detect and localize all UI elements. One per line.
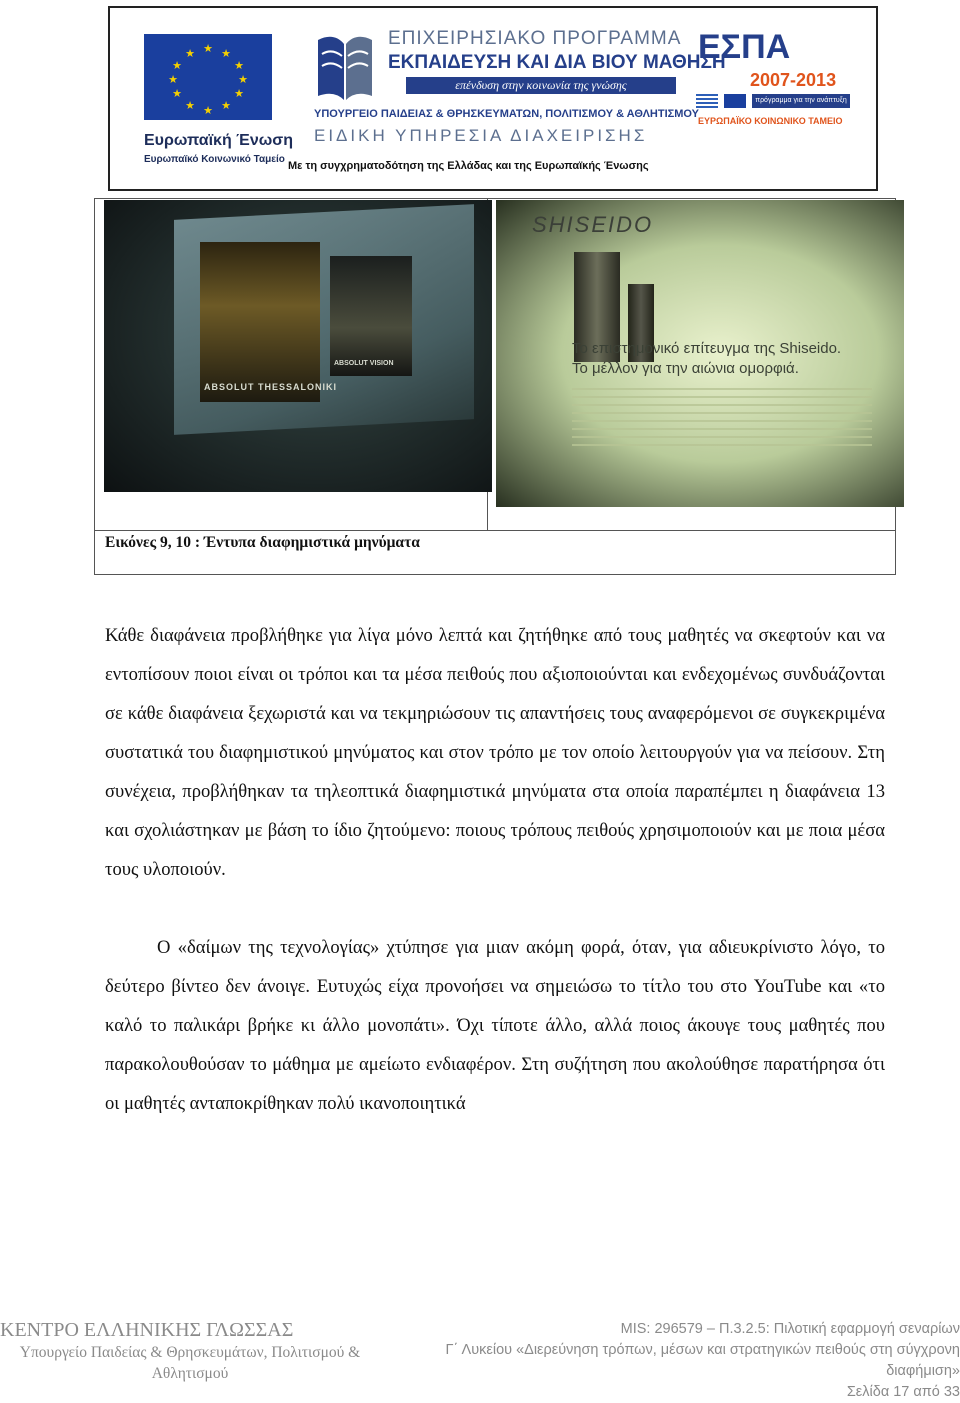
footer-project-info [400, 1319, 960, 1403]
ministry-name: ΥΠΟΥΡΓΕΙΟ ΠΑΙΔΕΙΑΣ & ΘΡΗΣΚΕΥΜΑΤΩΝ, ΠΟΛΙΤΙΣΜΟΥ & ΑΘΛΗΤΙΣΜΟΥ [314, 108, 699, 120]
photo-projected-ads-2 [496, 200, 904, 507]
ad-body-text [572, 388, 872, 448]
espa-tagline: πρόγραμμα για την ανάπτυξη [752, 94, 850, 108]
espa-flags [696, 94, 850, 110]
program-slogan: επένδυση στην κοινωνία της γνώσης [406, 77, 676, 94]
eu-fund: Ευρωπαϊκό Κοινωνικό Ταμείο [144, 154, 285, 165]
eu-name: Ευρωπαϊκή Ένωση [144, 132, 293, 149]
espa-fund: ΕΥΡΩΠΑΪΚΟ ΚΟΙΝΩΝΙΚΟ ΤΑΜΕΙΟ [698, 116, 843, 126]
book-logo-icon [314, 30, 376, 110]
body-paragraph: Κάθε διαφάνεια προβλήθηκε για λίγα μόνο λεπτά και ζητήθηκε από τους μαθητές να σκεφτούν και να εντοπίσουν ποιοι είναι οι τρόποι και τα μέσα πειθούς που αξιοποιούνται και ενδεχομένως συνδυάζονται σε κάθε διαφάνεια ξεχωριστά και να τεκμηριώσουν τις απαντήσεις τους αναφερόμενοι σε συγκεκριμένα συστατικά του διαφημιστικού μηνύματος και στον τρόπο με τον οποίο λειτουργούν για να πείσουν. Στη συνέχεια, προβλήθηκαν τα τηλεοπτικά διαφημιστικά μηνύματα στα οποία παραπέμπει η διαφάνεια 13 και σχολιάστηκαν με βάση το ίδιο ζητούμενο: ποιους τρόπους πειθούς χρησιμοποιούν και με ποια μέσα τους υλοποιούν. [105, 625, 885, 880]
poster-image [200, 242, 320, 402]
photo-projected-ads-1 [104, 200, 492, 492]
table-divider [95, 530, 895, 531]
espa-logo: ΕΣΠΑ [698, 28, 791, 66]
ad-headline: Το επιστημονικό επίτευγμα της Shiseido. [572, 340, 842, 357]
espa-years: 2007-2013 [750, 70, 837, 90]
program-subtitle: ΕΚΠΑΙΔΕΥΣΗ ΚΑΙ ΔΙΑ ΒΙΟΥ ΜΑΘΗΣΗ [388, 52, 726, 73]
body-paragraph: Ο «δαίμων της τεχνολογίας» χτύπησε για μιαν ακόμη φορά, όταν, για αδιευκρίνιστο λόγο, το δεύτερο βίντεο δεν άνοιγε. Ευτυχώς είχα προνοήσει να σημειώσω το τίτλο του στο YouTube και «το καλό το παλικάρι βρήκε κι άλλο μονοπάτι». Όχι τίποτε άλλο, αλλά ποιος άκουγε τους μαθητές που παρακολουθούσαν το μάθημα με αμείωτο ενδιαφέρον. Στη συζήτηση που ακολούθησε παρατήρησα ότι οι μαθητές ανταποκρίθηκαν πολύ ικανοποιητικά [105, 937, 885, 1114]
poster-image [330, 256, 412, 376]
footer-center-name: ΚΕΝΤΡΟ ΕΛΛΗΝΙΚΗΣ ΓΛΩΣΣΑΣ [0, 1319, 294, 1341]
cofunding-note: Με τη συγχρηματοδότηση της Ελλάδας και της Ευρωπαϊκής Ένωσης [288, 160, 649, 172]
greek-flag-icon [696, 94, 718, 108]
program-title: ΕΠΙΧΕΙΡΗΣΙΑΚΟ ΠΡΟΓΡΑΜΜΑ [388, 28, 682, 49]
eu-small-flag-icon [724, 94, 746, 108]
poster-caption: ABSOLUT THESSALONIKI [204, 382, 338, 392]
ad-brand: SHISEIDO [532, 212, 654, 237]
page-number: Σελίδα 17 από 33 [846, 1384, 960, 1400]
figure-caption: Εικόνες 9, 10 : Έντυπα διαφημιστικά μηνύματα [105, 534, 420, 551]
header-banner [108, 6, 878, 191]
poster-caption: ABSOLUT VISION [334, 360, 394, 367]
footer-project-line: MIS: 296579 – Π.3.2.5: Πιλοτική εφαρμογή σεναρίων [620, 1321, 960, 1337]
ad-headline: Το μέλλον για την αιώνια ομορφιά. [572, 360, 799, 377]
footer-project-line: διαφήμιση» [886, 1363, 960, 1379]
eu-flag-icon: ★ ★ ★ ★ ★ ★ ★ ★ ★ ★ ★ ★ [144, 34, 272, 120]
footer-project-line: Γ΄ Λυκείου «Διερεύνηση τρόπων, μέσων και στρατηγικών πειθούς στη σύγχρονη [445, 1342, 960, 1358]
special-service: ΕΙΔΙΚΗ ΥΠΗΡΕΣΙΑ ΔΙΑΧΕΙΡΙΣΗΣ [314, 126, 648, 145]
footer-ministry: Υπουργείο Παιδείας & Θρησκευμάτων, Πολιτισμού & Αθλητισμού [19, 1344, 361, 1382]
